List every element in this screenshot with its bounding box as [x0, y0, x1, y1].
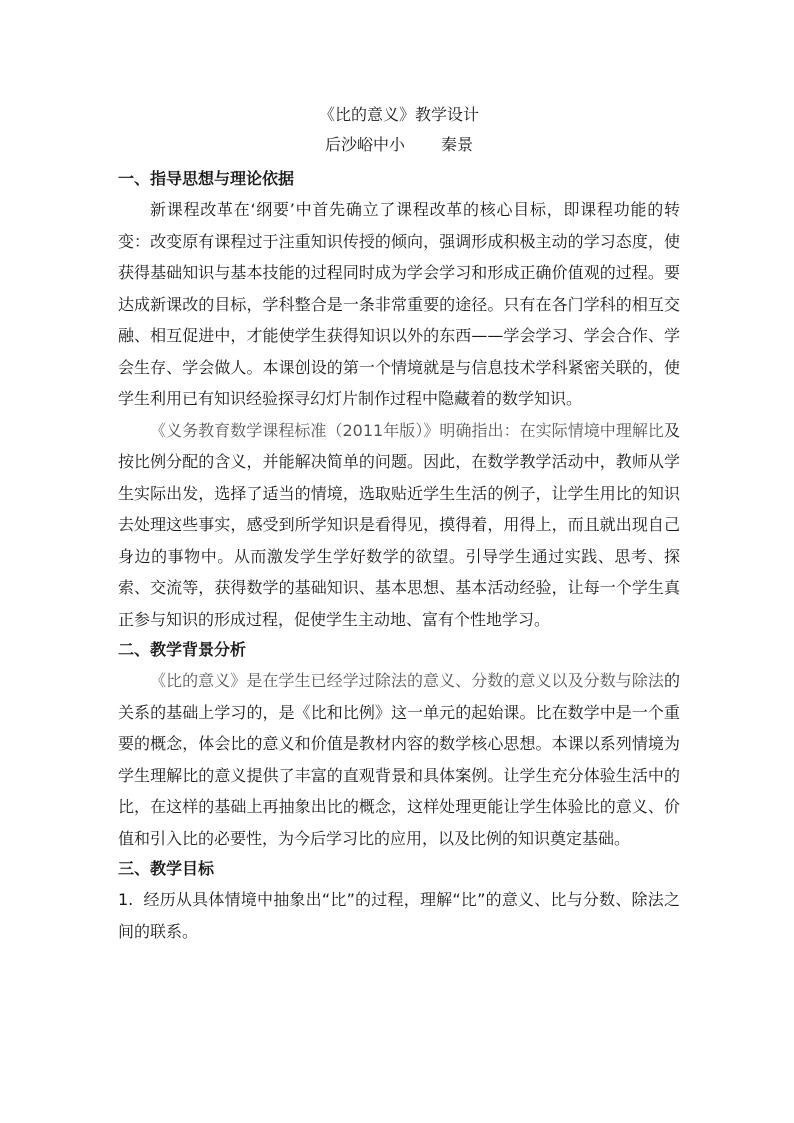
objective-text: 经历从具体情境中抽象出“比”的过程，理解“比”的意义、比与分数、除法之间的联系。 — [118, 890, 680, 941]
paragraph-curriculum-standard-lead: 《义务教育数学课程标准（2011年版）》明确指出：在实际情境中理解比 — [150, 420, 664, 440]
objective-number: 1. — [118, 890, 134, 909]
objective-item — [118, 884, 680, 947]
paragraph-background-rest: 的关系的基础上学习的，是《比和比例》这一单元的起始课。比在数学中是一个重要的概念，体会比的意义和价值是教材内容的数学核心思想。本课以系列情境为学生理解比的意义提供了丰富的直观背景和具体案例。让学生充分体验生活中的比，在这样的基础上再抽象出比的概念，这样处理更能让学生体验比的意义、价值和引入比的必要性，为今后学习比的应用，以及比例的知识奠定基础。 — [118, 671, 680, 848]
section-heading-guiding-ideas: 一、指导思想与理论依据 — [118, 169, 295, 188]
document-title: 《比的意义》教学设计 — [318, 105, 479, 124]
document-page — [118, 100, 680, 947]
author-line — [118, 130, 680, 160]
paragraph-curriculum-standard-rest: 及按比例分配的含义，并能解决简单的问题。因此，在数学教学活动中，教师从学生实际出发，选择了适当的情境，选取贴近学生生活的例子，让学生用比的知识去处理这些事实，感受到所学知识是看得见，摸得着，用得上，而且就出现自己身边的事物中。从而激发学生学好数学的欲望。引导学生通过实践、思考、探索、交流等，获得数学的基础知识、基本思想、基本活动经验，让每一个学生真正参与知识的形成过程，促使学生主动地、富有个性地学习。 — [118, 420, 680, 629]
section-heading-objectives: 三、教学目标 — [118, 859, 215, 878]
paragraph-background — [118, 665, 680, 854]
paragraph-curriculum-reform: 新课程改革在‘纲要’中首先确立了课程改革的核心目标，即课程功能的转变：改变原有课程过于注重知识传授的倾向，强调形成积极主动的学习态度，使获得基础知识与基本技能的过程同时成为学会学习和形成正确价值观的过程。要达成新课改的目标，学科整合是一条非常重要的途径。只有在各门学科的相互交融、相互促进中，才能使学生获得知识以外的东西——学会学习、学会合作、学会生存、学会做人。本课创设的第一个情境就是与信息技术学科紧密关联的，使学生利用已有知识经验探寻幻灯片制作过程中隐藏着的数学知识。 — [118, 200, 680, 408]
author-name: 秦景 — [441, 135, 474, 154]
paragraph-curriculum-standard — [118, 415, 680, 636]
section-heading-background: 二、教学背景分析 — [118, 640, 247, 659]
school-name: 后沙峪中小 — [324, 135, 405, 154]
paragraph-background-lead: 《比的意义》是在学生已经学过除法的意义、分数的意义以及分数与除法 — [150, 671, 664, 690]
